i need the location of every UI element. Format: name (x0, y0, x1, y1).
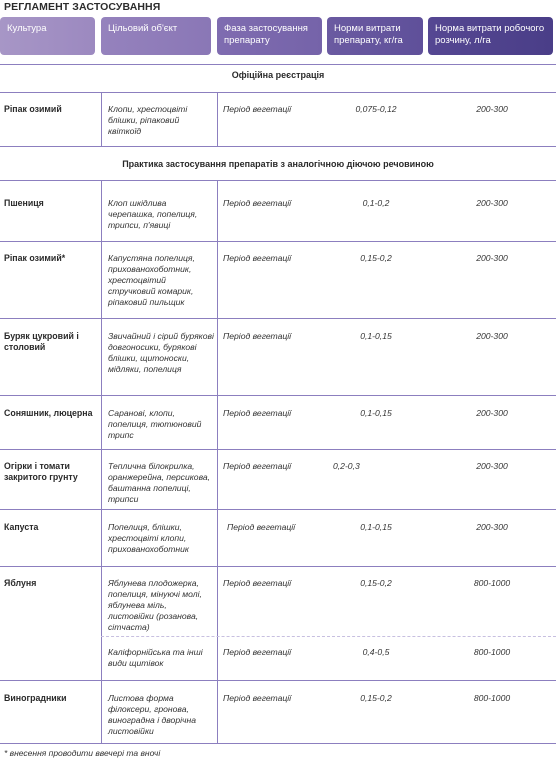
header-crop: Культура (0, 17, 95, 55)
row-10-phase: Період вегетації (223, 693, 292, 703)
row-5-rate: 0,1-0,15 (360, 408, 392, 418)
row-8-object: Яблунева плодожерка, попелиця, мінуючі молі, яблунева міль, листовійки (розанова, сітчаста) (108, 578, 202, 632)
row-2-rate: 0,1-0,2 (362, 198, 390, 208)
row-2-phase: Період вегетації (223, 198, 292, 208)
row-2-solution: 200-300 (476, 198, 508, 208)
header-application-phase: Фаза застосування препарату (217, 17, 322, 55)
section-practice: Практика застосування препаратів з аналогічною діючою речовиною (122, 159, 434, 169)
row-divider (0, 566, 556, 567)
row-3-solution: 200-300 (476, 253, 508, 263)
row-1-object: Клопи, хрестоцвіті блішки, ріпаковий квіткоїд (108, 104, 188, 136)
row-7-solution: 200-300 (476, 522, 508, 532)
row-5-object: Сарановi, клопи, попелиця, тютюновий трипс (108, 408, 202, 440)
row-9-object: Каліфорнійська та інші види щитівок (108, 647, 203, 668)
row-5-crop: Соняшник, люцерна (4, 408, 93, 418)
table-divider (0, 92, 556, 93)
table-divider (0, 146, 556, 147)
row-3-rate: 0,15-0,2 (360, 253, 392, 263)
row-4-solution: 200-300 (476, 331, 508, 341)
row-7-crop: Капуста (4, 522, 39, 532)
row-8-solution: 800-1000 (473, 578, 511, 588)
row-1-crop: Ріпак озимий (4, 104, 62, 114)
row-6-object: Теплична білокрилка, оранжерейна, персикова, баштанна попелиці, трипси (108, 461, 211, 504)
table-bottom-border (0, 743, 556, 744)
row-divider (0, 680, 556, 681)
row-6-crop: Огірки і томати закритого грунту (4, 461, 78, 482)
row-1-solution: 200-300 (476, 104, 508, 114)
row-3-crop: Ріпак озимий* (4, 253, 66, 263)
row-divider (0, 509, 556, 510)
page-title: РЕГЛАМЕНТ ЗАСТОСУВАННЯ (4, 1, 161, 13)
row-9-solution: 800-1000 (473, 647, 511, 657)
row-divider (0, 449, 556, 450)
row-6-rate: 0,2-0,3 (333, 461, 360, 471)
row-6-phase: Період вегетації (223, 461, 292, 471)
row-divider (0, 318, 556, 319)
row-1-rate: 0,075-0,12 (355, 104, 397, 114)
row-4-object: Звичайний і сірий бурякові довгоносики, бурякові блішки, щитоноски, мідляки, попелиця (108, 331, 214, 374)
column-divider (217, 180, 218, 743)
row-2-crop: Пшениця (4, 198, 44, 208)
row-10-crop: Виноградники (4, 693, 67, 703)
row-7-object: Попелиця, блішки, хрестоцвіті клопи, прихованохоботник (108, 522, 189, 554)
row-divider (0, 241, 556, 242)
column-divider (217, 92, 218, 146)
header-solution-rate: Норма витрати робочого розчину, л/га (428, 17, 553, 55)
row-8-phase: Період вегетації (223, 578, 292, 588)
row-divider (0, 395, 556, 396)
footnote: * внесення проводити ввечері та вночі (4, 748, 161, 758)
row-8-rate: 0,15-0,2 (360, 578, 392, 588)
section-official-registration: Офіційна реєстрація (231, 70, 325, 80)
sub-row-divider (101, 636, 556, 637)
row-2-object: Клоп шкідлива черепашка, попелиця, трипси, п'явиці (108, 198, 198, 230)
column-divider (101, 180, 102, 743)
row-5-solution: 200-300 (476, 408, 508, 418)
header-product-rate: Норми витрати препарату, кг/га (327, 17, 423, 55)
row-7-phase: Період вегетації (227, 522, 296, 532)
row-8-crop: Яблуня (4, 578, 37, 588)
row-10-object: Листова форма філоксери, гронова, виноградна і дворічна листовійки (108, 693, 196, 736)
row-9-phase: Період вегетації (223, 647, 292, 657)
row-7-rate: 0,1-0,15 (360, 522, 392, 532)
row-5-phase: Період вегетації (223, 408, 292, 418)
row-9-rate: 0,4-0,5 (362, 647, 390, 657)
table-divider (0, 64, 556, 65)
row-4-crop: Буряк цукровий і столовий (4, 331, 79, 352)
header-target-object: Цільовий об'єкт (101, 17, 211, 55)
column-divider (101, 92, 102, 146)
row-6-solution: 200-300 (476, 461, 508, 471)
row-4-phase: Період вегетації (223, 331, 292, 341)
row-10-solution: 800-1000 (473, 693, 511, 703)
row-4-rate: 0,1-0,15 (360, 331, 392, 341)
row-3-object: Капустяна попелиця, прихованохоботник, хрестоцвітий стручковий комарик, ріпаковий пильщик (108, 253, 195, 307)
row-3-phase: Період вегетації (223, 253, 292, 263)
row-1-phase: Період вегетації (223, 104, 292, 114)
table-divider (0, 180, 556, 181)
row-10-rate: 0,15-0,2 (360, 693, 392, 703)
